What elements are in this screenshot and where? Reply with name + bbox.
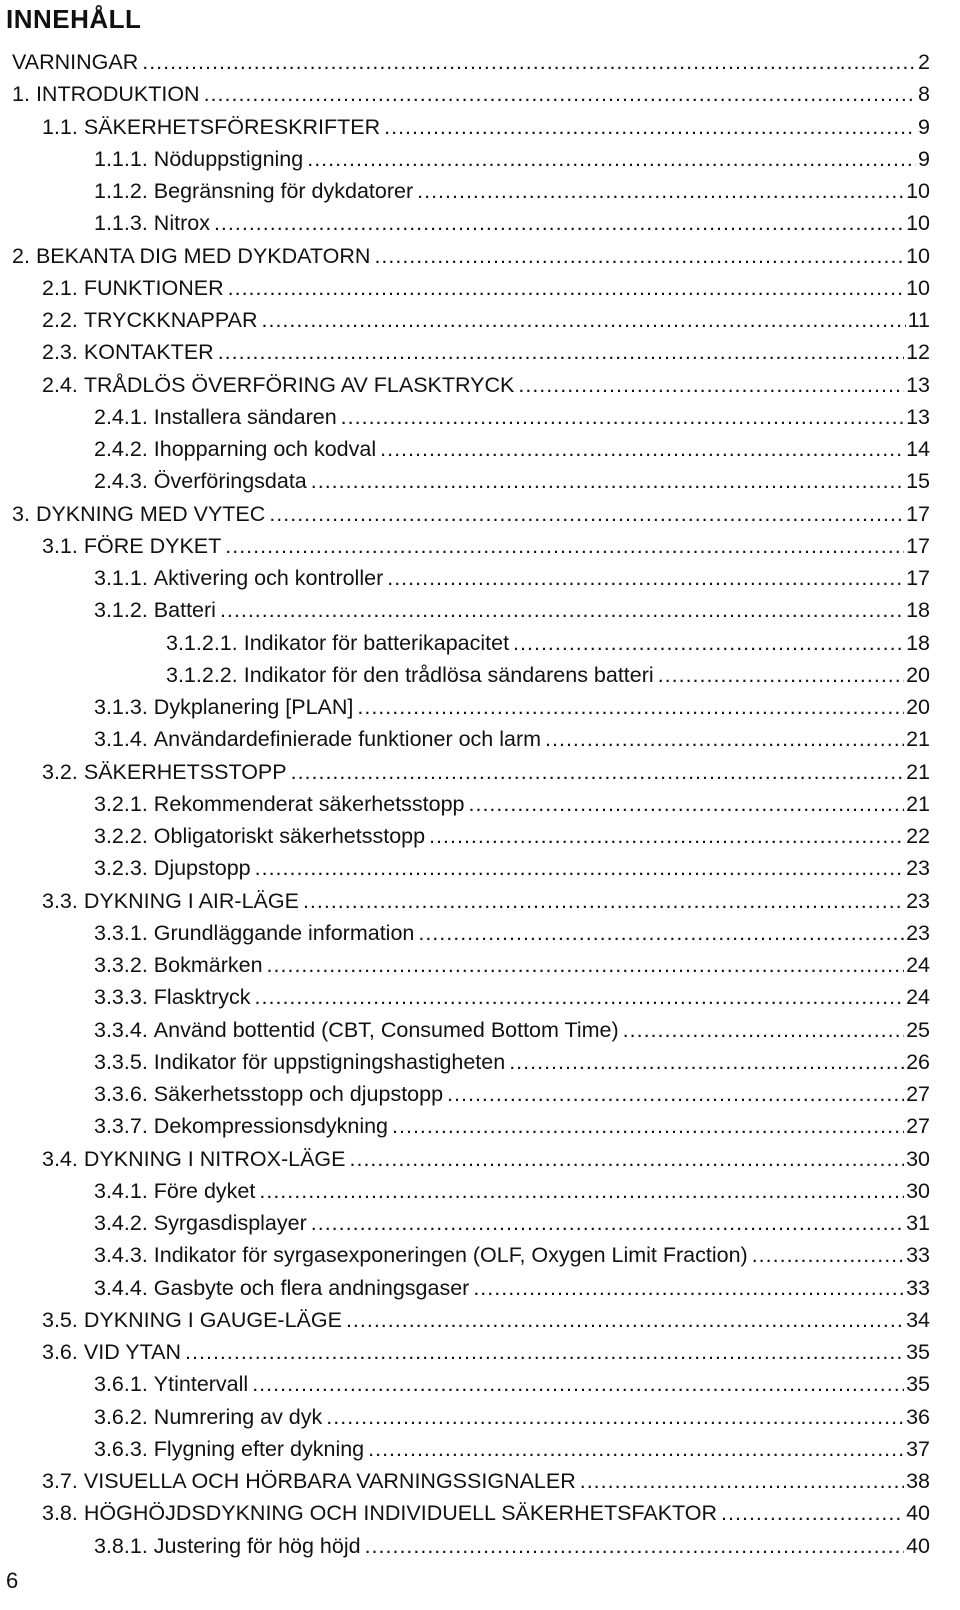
toc-entry[interactable] [0, 723, 960, 755]
toc-entry-label: Flygning efter dykning [153, 1436, 365, 1461]
toc-entry[interactable] [0, 401, 960, 433]
page-number: 6 [6, 1568, 19, 1593]
toc-entry-page: 22 [906, 824, 930, 848]
toc-entry[interactable] [0, 885, 960, 917]
toc-entry[interactable] [0, 369, 960, 401]
toc-entry-line [42, 1497, 930, 1529]
toc-entry-page: 10 [906, 211, 930, 236]
toc-entry[interactable] [0, 175, 960, 207]
toc-entry[interactable] [0, 1207, 960, 1239]
toc-entry-page: 17 [906, 501, 930, 526]
toc-dot-leader [346, 1304, 904, 1336]
toc-entry-line [94, 1239, 930, 1271]
toc-entry[interactable] [0, 530, 960, 562]
toc-entry-label: Säkerhetsstopp och djupstopp [153, 1082, 444, 1106]
toc-entry-number: 3.6. [42, 1340, 78, 1364]
toc-entry-number: 3.1. [42, 533, 78, 558]
toc-entry[interactable] [0, 46, 960, 78]
toc-entry[interactable] [0, 562, 960, 594]
toc-entry[interactable] [0, 1304, 960, 1336]
toc-entry-page: 17 [906, 533, 930, 558]
toc-entry-page: 33 [906, 1243, 930, 1268]
toc-entry-page: 8 [918, 82, 930, 107]
toc-entry-page: 33 [906, 1275, 930, 1300]
toc-dot-leader [429, 820, 904, 852]
toc-dot-leader [350, 1143, 905, 1175]
toc-dot-leader [545, 723, 904, 755]
toc-dot-leader [267, 949, 905, 981]
toc-entry-label: FUNKTIONER [83, 275, 224, 300]
toc-entry-page: 34 [906, 1307, 930, 1332]
toc-entry-line [94, 788, 930, 820]
toc-entry-line [12, 498, 930, 530]
toc-entry[interactable] [0, 1272, 960, 1304]
toc-entry-number: 3.6.2. [94, 1404, 148, 1429]
toc-entry-line [94, 465, 930, 497]
toc-entry-number: 3.3.2. [94, 953, 148, 977]
toc-entry-label: VISUELLA OCH HÖRBARA VARNINGSSIGNALER [83, 1469, 576, 1493]
toc-entry[interactable] [0, 1239, 960, 1271]
toc-entry-line [94, 981, 930, 1013]
toc-dot-leader [384, 111, 916, 143]
toc-entry[interactable] [0, 1368, 960, 1400]
toc-entry-number: 3.3.3. [94, 985, 148, 1010]
toc-entry-page: 23 [906, 888, 930, 913]
toc-entry-number: 3.4.1. [94, 1178, 148, 1203]
toc-entry-label: Ihopparning och kodval [153, 437, 377, 461]
toc-entry-number: 3.4.4. [94, 1275, 148, 1300]
toc-entry-page: 30 [906, 1146, 930, 1171]
toc-dot-leader [259, 1175, 904, 1207]
toc-entry-page: 17 [906, 566, 930, 590]
toc-entry-page: 11 [907, 308, 930, 332]
toc-entry-page: 35 [906, 1340, 930, 1364]
toc-entry-number: 1.1.1. [94, 146, 148, 171]
toc-dot-leader [623, 1014, 904, 1046]
toc-entry-number: 3.2.3. [94, 856, 148, 881]
toc-entry[interactable] [0, 78, 960, 110]
toc-dot-leader [218, 336, 904, 368]
toc-entry-line [94, 562, 930, 594]
toc-dot-leader [185, 1336, 904, 1368]
toc-dot-leader [509, 1046, 904, 1078]
toc-entry-label: Nöduppstigning [153, 146, 304, 171]
toc-entry[interactable] [0, 240, 960, 272]
toc-entry-label: Aktivering och kontroller [153, 566, 384, 590]
toc-entry-label: Indikator för den trådlösa sändarens batteri [243, 662, 654, 687]
toc-entry-line [94, 917, 930, 949]
toc-entry-label: Använd bottentid (CBT, Consumed Bottom Time) [153, 1017, 619, 1042]
toc-entry-page: 18 [906, 630, 930, 655]
toc-entry-line [94, 1530, 930, 1562]
toc-entry[interactable] [0, 852, 960, 884]
toc-entry-page: 20 [906, 662, 930, 687]
toc-entry-page: 27 [906, 1114, 930, 1139]
toc-entry-page: 36 [906, 1404, 930, 1429]
toc-dot-leader [220, 594, 904, 626]
toc-entry-page: 15 [906, 469, 930, 494]
toc-dot-leader [228, 272, 904, 304]
toc-entry-page: 37 [906, 1436, 930, 1461]
toc-dot-leader [291, 756, 904, 788]
toc-entry-line [42, 336, 930, 368]
toc-entry-label: Grundläggande information [153, 920, 415, 945]
toc-dot-leader [269, 498, 904, 530]
toc-dot-leader [262, 304, 906, 336]
toc-entry-line [42, 1465, 930, 1497]
toc-entry-number: 3.3.5. [94, 1049, 148, 1074]
toc-entry[interactable] [0, 433, 960, 465]
toc-entry-page: 24 [906, 953, 930, 977]
toc-entry-page: 27 [906, 1082, 930, 1106]
toc-entry-label: TRYCKKNAPPAR [83, 308, 258, 332]
toc-dot-leader [392, 1110, 904, 1142]
toc-entry-page: 18 [906, 598, 930, 623]
toc-dot-leader [473, 1272, 904, 1304]
toc-entry-page: 10 [906, 243, 930, 268]
toc-dot-leader [341, 401, 904, 433]
toc-entry-label: KONTAKTER [83, 340, 214, 365]
toc-entry-page: 40 [906, 1501, 930, 1526]
toc-entry-number: 3.6.3. [94, 1436, 148, 1461]
toc-dot-leader [580, 1465, 904, 1497]
toc-entry-number: 3.4. [42, 1146, 78, 1171]
toc-dot-leader [204, 78, 916, 110]
toc-entry-label: Överföringsdata [153, 469, 307, 494]
toc-entry-line [12, 240, 930, 272]
toc-dot-leader [252, 1368, 904, 1400]
toc-entry-line [42, 1143, 930, 1175]
toc-entry[interactable] [0, 1336, 960, 1368]
toc-entry-page: 31 [906, 1211, 930, 1235]
toc-entry[interactable] [0, 981, 960, 1013]
toc-entry-number: 1.1.3. [94, 211, 148, 236]
toc-entry-number: 3.1.4. [94, 727, 148, 752]
toc-entry-number: 3.2.2. [94, 824, 148, 848]
toc-entry-page: 23 [906, 920, 930, 945]
toc-entry-number: 3.1.2. [94, 598, 148, 623]
toc-dot-leader [368, 1433, 904, 1465]
toc-entry[interactable] [0, 1433, 960, 1465]
toc-entry-label: Indikator för uppstigningshastigheten [153, 1049, 506, 1074]
toc-dot-leader [752, 1239, 904, 1271]
toc-entry-number: 3.7. [42, 1469, 78, 1493]
toc-dot-leader [418, 917, 904, 949]
toc-entry-page: 24 [906, 985, 930, 1010]
toc-entry-label: SÄKERHETSSTOPP [83, 759, 287, 784]
toc-entry-label: Syrgasdisplayer [153, 1211, 307, 1235]
toc-entry-number: 1.1.2. [94, 179, 148, 203]
toc-entry[interactable] [0, 465, 960, 497]
toc-entry-line [166, 659, 930, 691]
toc-entry-line [42, 756, 930, 788]
toc-entry-line [94, 1110, 930, 1142]
toc-entry[interactable] [0, 820, 960, 852]
toc-entry-page: 10 [906, 179, 930, 203]
toc-entry-line [94, 433, 930, 465]
toc-entry-line [94, 401, 930, 433]
toc-dot-leader [469, 788, 905, 820]
toc-dot-leader [214, 207, 904, 239]
toc-entry-line [94, 1014, 930, 1046]
toc-entry-number: 3.8.1. [94, 1533, 148, 1558]
toc-entry-line [42, 369, 930, 401]
toc-entry-line [42, 530, 930, 562]
toc-entry-number: 2. [12, 243, 30, 268]
toc-entry-number: 3.3.1. [94, 920, 148, 945]
toc-entry[interactable] [0, 207, 960, 239]
toc-dot-leader [447, 1078, 904, 1110]
toc-entry[interactable] [0, 917, 960, 949]
toc-entry-number: 3.1.2.1. [166, 630, 238, 655]
toc-dot-leader [255, 981, 905, 1013]
toc-entry[interactable] [0, 1465, 960, 1497]
toc-entry-number: 3.3.7. [94, 1114, 148, 1139]
toc-entry-label: Nitrox [153, 211, 210, 236]
toc-entry-number: 3.2. [42, 759, 78, 784]
toc-entry-line [166, 627, 930, 659]
toc-entry-number: 3.8. [42, 1501, 78, 1526]
toc-entry-number: 2.3. [42, 340, 78, 365]
toc-entry-label: VID YTAN [83, 1340, 182, 1364]
toc-entry-label: Bokmärken [153, 953, 263, 977]
toc-dot-leader [387, 562, 904, 594]
toc-dot-leader [255, 852, 904, 884]
toc-entry-label: DYKNING MED VYTEC [35, 501, 266, 526]
toc-entry[interactable] [0, 1078, 960, 1110]
toc-entry-page: 38 [906, 1469, 930, 1493]
toc-entry[interactable] [0, 1401, 960, 1433]
toc-entry-page: 21 [906, 759, 930, 784]
toc-entry-page: 25 [906, 1017, 930, 1042]
toc-entry-label: TRÅDLÖS ÖVERFÖRING AV FLASKTRYCK [83, 372, 515, 397]
toc-entry-label: Rekommenderat säkerhetsstopp [153, 791, 465, 816]
toc-entry-label: FÖRE DYKET [83, 533, 222, 558]
toc-entry[interactable] [0, 272, 960, 304]
toc-entry-line [94, 820, 930, 852]
toc-entry-label: Gasbyte och flera andningsgaser [153, 1275, 470, 1300]
toc-entry-page: 13 [906, 372, 930, 397]
toc-dot-leader [142, 46, 916, 78]
toc-entry-page: 35 [906, 1372, 930, 1397]
toc-entry-line [94, 1078, 930, 1110]
toc-entry-page: 14 [906, 437, 930, 461]
toc-dot-leader [311, 1207, 904, 1239]
toc-entry-label: Dekompressionsdykning [153, 1114, 389, 1139]
toc-entry[interactable] [0, 788, 960, 820]
toc-entry-line [42, 1304, 930, 1336]
toc-entry-number: 3.1.3. [94, 695, 148, 719]
toc-entry[interactable] [0, 594, 960, 626]
toc-entry-number: 2.4.1. [94, 404, 148, 429]
toc-entry-label: Dykplanering [PLAN] [153, 695, 354, 719]
toc-entry[interactable] [0, 1175, 960, 1207]
toc-entry-page: 10 [906, 275, 930, 300]
toc-entry[interactable] [0, 1014, 960, 1046]
toc-entry-label: DYKNING I GAUGE-LÄGE [83, 1307, 342, 1332]
toc-entry-number: 3.1.1. [94, 566, 148, 590]
toc-entry-label: Obligatoriskt säkerhetsstopp [153, 824, 426, 848]
toc-entry-number: 2.1. [42, 275, 78, 300]
toc-entry[interactable] [0, 1497, 960, 1529]
toc-entry-line [94, 1401, 930, 1433]
toc-entry-page: 40 [906, 1533, 930, 1558]
toc-entry-line [42, 304, 930, 336]
toc-entry-label: Justering för hög höjd [153, 1533, 361, 1558]
toc-entry-number: 3.4.3. [94, 1243, 148, 1268]
toc-entry-page: 12 [906, 340, 930, 365]
toc-entry-line [94, 1433, 930, 1465]
toc-entry[interactable] [0, 336, 960, 368]
toc-entry[interactable] [0, 949, 960, 981]
toc-entry-label: HÖGHÖJDSDYKNING OCH INDIVIDUELL SÄKERHETSFAKTOR [83, 1501, 718, 1526]
toc-entry-number: 2.4.3. [94, 469, 148, 494]
toc-entry-line [42, 1336, 930, 1368]
toc-entry-line [42, 885, 930, 917]
toc-entry-label: DYKNING I NITROX-LÄGE [83, 1146, 346, 1171]
toc-entry-number: 3. [12, 501, 30, 526]
toc-entry-line [94, 1207, 930, 1239]
toc-entry[interactable] [0, 143, 960, 175]
toc-entry-line [94, 723, 930, 755]
toc-dot-leader [417, 175, 904, 207]
toc-entry-line [94, 1175, 930, 1207]
toc-entry-number: 3.4.2. [94, 1211, 148, 1235]
toc-entry[interactable] [0, 111, 960, 143]
toc-entry-line [94, 691, 930, 723]
toc-entry-page: 9 [918, 146, 930, 171]
toc-entry-line [42, 111, 930, 143]
toc-entry-line [42, 272, 930, 304]
toc-dot-leader [357, 691, 904, 723]
toc-dot-leader [311, 465, 904, 497]
toc-entry-label: Begränsning för dykdatorer [153, 179, 414, 203]
toc-entry-number: 3.2.1. [94, 791, 148, 816]
toc-entry-label: Flasktryck [153, 985, 251, 1010]
toc-entry-line [94, 949, 930, 981]
toc-dot-leader [380, 433, 904, 465]
toc-entry-label: SÄKERHETSFÖRESKRIFTER [83, 114, 381, 139]
toc-entry[interactable] [0, 498, 960, 530]
page-title: INNEHÅLL [6, 4, 142, 34]
toc-entry-page: 2 [918, 50, 930, 74]
toc-entry-number: 2.4.2. [94, 437, 148, 461]
toc-entry-page: 13 [906, 404, 930, 429]
toc-entry-number: 1. [12, 82, 30, 107]
toc-entry-label: VARNINGAR [12, 50, 139, 74]
toc-entry-label: Före dyket [153, 1178, 256, 1203]
toc-entry[interactable] [0, 691, 960, 723]
toc-dot-leader [326, 1401, 904, 1433]
toc-entry-label: Installera sändaren [153, 404, 337, 429]
toc-entry-number: 2.2. [42, 308, 78, 332]
toc-entry[interactable] [0, 1143, 960, 1175]
toc-entry[interactable] [0, 659, 960, 691]
toc-dot-leader [307, 143, 916, 175]
toc-entry-label: DYKNING I AIR-LÄGE [83, 888, 299, 913]
toc-entry-number: 3.5. [42, 1307, 78, 1332]
toc-entry-line [94, 594, 930, 626]
toc-entry-label: Numrering av dyk [153, 1404, 323, 1429]
toc-entry-number: 1.1. [42, 114, 78, 139]
toc-dot-leader [225, 530, 904, 562]
toc-entry-label: Djupstopp [153, 856, 251, 881]
toc-entry[interactable] [0, 1530, 960, 1562]
toc-entry-label: Ytintervall [153, 1372, 249, 1397]
toc-entry-line [94, 852, 930, 884]
toc-entry-line [94, 175, 930, 207]
table-of-contents [0, 46, 960, 1562]
toc-dot-leader [721, 1497, 904, 1529]
toc-dot-leader [513, 627, 904, 659]
toc-dot-leader [518, 369, 904, 401]
toc-entry-label: Batteri [153, 598, 216, 623]
toc-entry-number: 3.1.2.2. [166, 662, 238, 687]
toc-entry-number: 3.3.4. [94, 1017, 148, 1042]
toc-entry-line [94, 143, 930, 175]
toc-entry-label: BEKANTA DIG MED DYKDATORN [35, 243, 371, 268]
toc-entry-label: INTRODUKTION [35, 82, 200, 107]
toc-entry-page: 21 [906, 727, 930, 752]
toc-entry-page: 30 [906, 1178, 930, 1203]
toc-entry-page: 9 [918, 114, 930, 139]
toc-dot-leader [365, 1530, 905, 1562]
toc-entry-page: 26 [906, 1049, 930, 1074]
toc-dot-leader [303, 885, 904, 917]
toc-dot-leader [374, 240, 904, 272]
toc-entry-page: 21 [906, 791, 930, 816]
toc-entry-line [94, 1272, 930, 1304]
toc-entry-page: 20 [906, 695, 930, 719]
toc-entry-number: 3.6.1. [94, 1372, 148, 1397]
toc-entry-number: 3.3.6. [94, 1082, 148, 1106]
toc-entry[interactable] [0, 1110, 960, 1142]
toc-entry-line [94, 207, 930, 239]
toc-entry-line [94, 1368, 930, 1400]
toc-entry-label: Indikator för batterikapacitet [243, 630, 510, 655]
toc-entry[interactable] [0, 304, 960, 336]
toc-entry-line [94, 1046, 930, 1078]
toc-entry-label: Indikator för syrgasexponeringen (OLF, Oxygen Limit Fraction) [153, 1243, 748, 1268]
toc-entry-page: 23 [906, 856, 930, 881]
toc-entry[interactable] [0, 627, 960, 659]
toc-dot-leader [658, 659, 904, 691]
toc-entry-line [12, 46, 930, 78]
toc-entry-line [12, 78, 930, 110]
toc-entry-number: 3.3. [42, 888, 78, 913]
toc-entry-label: Användardefinierade funktioner och larm [153, 727, 542, 752]
toc-entry-number: 2.4. [42, 372, 78, 397]
toc-entry[interactable] [0, 756, 960, 788]
toc-entry[interactable] [0, 1046, 960, 1078]
